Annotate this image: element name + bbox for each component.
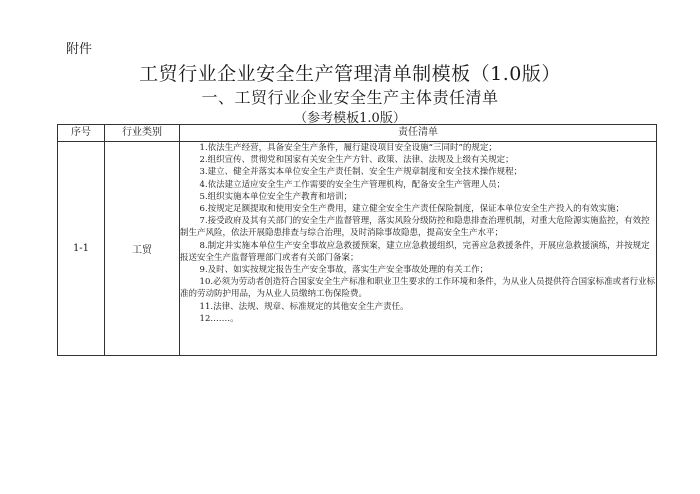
- table-row: [58, 142, 657, 356]
- duty-item: 4.依法建立适应安全生产工作需要的安全生产管理机构，配备安全生产管理人员；: [199, 179, 506, 190]
- responsibility-table: [57, 124, 657, 356]
- duty-item: 10.必须为劳动者创造符合国家安全生产标准和职业卫生要求的工作环境和条件，为从业人员提供符合国家标准或者行业标准的劳动防护用品，为从业人员缴纳工伤保险费。: [180, 277, 656, 300]
- duties-cell: [180, 142, 657, 356]
- template-version-note: （参考模板1.0版）: [294, 111, 406, 126]
- row-number: 1-1: [58, 142, 105, 356]
- duty-item: 9.及时、如实按规定报告生产安全事故，落实生产安全事故处理的有关工作；: [199, 265, 489, 276]
- duty-item: 3.建立、健全并落实本单位安全生产责任制、安全生产规章制度和安全技术操作规程；: [199, 167, 523, 178]
- duty-item: 6.按规定足额提取和使用安全生产费用，建立健全安全生产责任保险制度，保证本单位安全生产投入的有效实施；: [199, 204, 625, 215]
- header-category: 行业类别: [105, 125, 180, 142]
- duty-item: 1.依法生产经营，具备安全生产条件，履行建设项目安全设施“三同时”的规定；: [199, 143, 497, 153]
- duty-item: 7.接受政府及其有关部门的安全生产监督管理，落实风险分级防控和隐患排查治理机制，对重大危险源实施监控，有效控制生产风险，依法开展隐患排查与综合治理，及时消除事故隐患，提高安全生产水平；: [180, 216, 650, 239]
- attachment-label: 附件: [66, 42, 93, 57]
- row-category: 工贸: [105, 142, 180, 356]
- duty-item: 8.制定并实施本单位生产安全事故应急救援预案，建立应急救援组织，完善应急救援条件，开展应急救援演练，并按规定报送安全生产监督管理部门或者有关部门备案；: [180, 240, 650, 263]
- duty-item: 5.组织实施本单位安全生产教育和培训；: [199, 191, 353, 202]
- duty-item: 11.法律、法规、规章、标准规定的其他安全生产责任。: [199, 301, 409, 312]
- section-title: 一、工贸行业企业安全生产主体责任清单: [201, 88, 499, 107]
- document-title: 工贸行业企业安全生产管理清单制模板（1.0版）: [139, 63, 561, 85]
- table-header-row: [58, 125, 657, 142]
- duty-item: 12.……。: [199, 313, 239, 324]
- duty-item: 2.组织宣传、贯彻党和国家有关安全生产方针、政策、法律、法规及上级有关规定；: [199, 155, 514, 166]
- header-duties: 责任清单: [180, 125, 657, 142]
- header-no: 序号: [58, 125, 105, 142]
